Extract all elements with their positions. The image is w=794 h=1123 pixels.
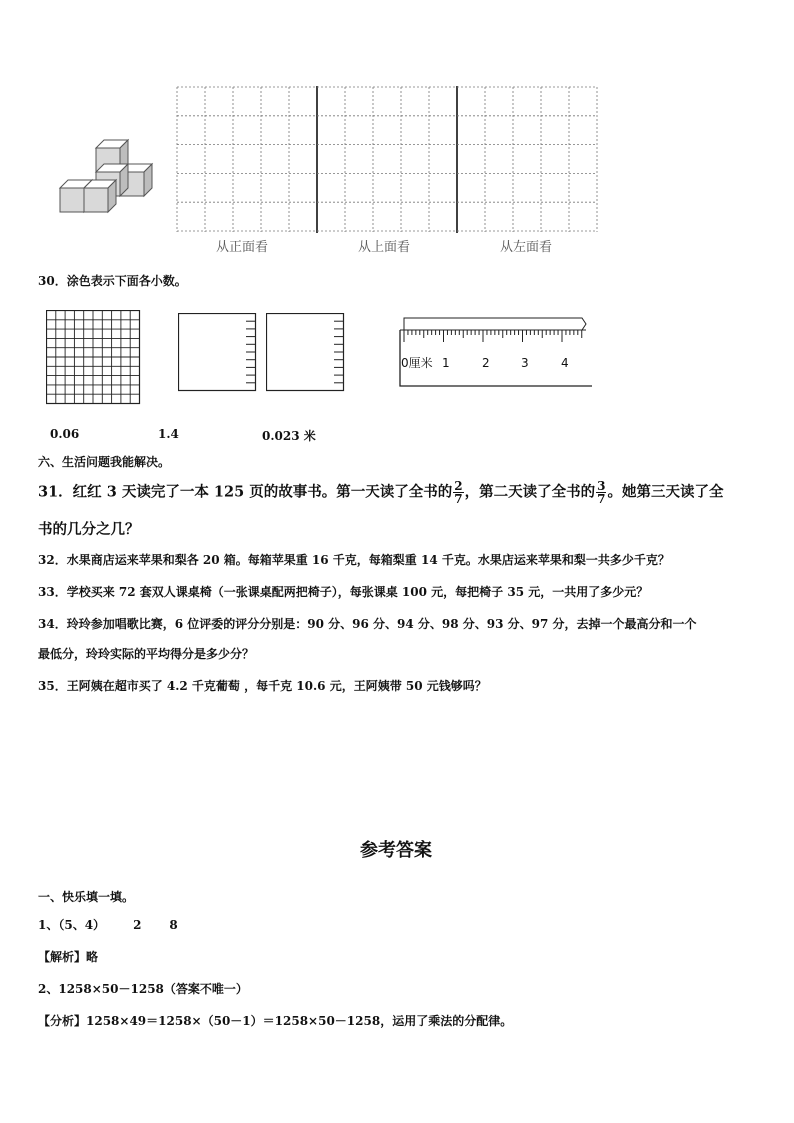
cube-figure — [56, 136, 166, 216]
cube-center-front — [84, 180, 116, 212]
answer-1-number: 1、 — [38, 918, 59, 932]
question-33: 33．学校买来 72 套双人课桌椅（一张课桌配两把椅子），每张课桌 100 元，每把椅子 35 元，一共用了多少元？ — [38, 585, 649, 599]
question-30-number: 30． — [38, 274, 67, 288]
ruler-tick-2: 2 — [482, 356, 490, 370]
answer-1 — [38, 916, 178, 933]
question-31-line2: 书的几分之几？ — [38, 521, 140, 538]
tenths-square-2 — [266, 313, 346, 393]
answer-1-value-2: 2 — [133, 918, 142, 932]
question-34-line1: 34．玲玲参加唱歌比赛，6 位评委的评分分别是：90 分、96 分、94 分、98 分、93 分、97 分，去掉一个最高分和一个 — [38, 617, 697, 631]
fraction-2-7 — [453, 480, 463, 505]
answer-1-value-3: 8 — [169, 918, 178, 932]
fraction-numerator: 3 — [597, 479, 606, 493]
front-view-label: 从正面看 — [216, 240, 269, 255]
ruler-tick-1: 1 — [442, 356, 450, 370]
answer-2-note: 【分析】1258×49＝1258×（50－1）＝1258×50－1258，运用了乘法的分配律。 — [38, 1014, 513, 1028]
top-view-label: 从上面看 — [358, 240, 411, 255]
left-view-label: 从左面看 — [500, 240, 553, 255]
tenths-square-1 — [178, 313, 258, 393]
answer-1-note: 【解析】略 — [38, 950, 99, 964]
answers-section-1: 一、快乐填一填。 — [38, 890, 135, 904]
answer-1-value-1: （5、4） — [58, 918, 106, 932]
answers-title: 参考答案 — [360, 840, 432, 861]
question-31-part1: 31．红红 3 天读完了一本 125 页的故事书。第一天读了全书的 — [38, 483, 453, 501]
hundred-grid — [46, 310, 142, 406]
question-35: 35．王阿姨在超市买了 4.2 千克葡萄 ，每千克 10.6 元，王阿姨带 50 元钱够吗？ — [38, 679, 487, 693]
ruler-tick-3: 3 — [521, 356, 529, 370]
question-30 — [38, 272, 187, 289]
question-34-line2: 最低分，玲玲实际的平均得分是多少分？ — [38, 647, 255, 661]
question-31-part3: 。她第三天读了全 — [607, 483, 724, 501]
question-30-text: 涂色表示下面各小数。 — [66, 274, 187, 288]
fraction-3-7 — [596, 480, 606, 505]
decimal-label-3: 0.023 米 — [262, 429, 316, 443]
question-31 — [38, 480, 723, 505]
fraction-denominator: 7 — [454, 492, 463, 506]
decimal-label-2: 1.4 — [158, 427, 179, 441]
answer-2: 2、1258×50－1258（答案不唯一） — [38, 982, 248, 996]
fraction-denominator: 7 — [597, 492, 606, 506]
section-6-heading: 六、生活问题我能解决。 — [38, 455, 171, 469]
ruler-unit-label: 0厘米 — [401, 356, 433, 370]
decimal-label-1: 0.06 — [50, 427, 80, 441]
fraction-numerator: 2 — [454, 479, 463, 493]
ruler — [396, 312, 596, 392]
question-32: 32．水果商店运来苹果和梨各 20 箱。每箱苹果重 16 千克，每箱梨重 14 千克。水果店运来苹果和梨一共多少千克？ — [38, 553, 670, 567]
question-31-part2: ，第二天读了全书的 — [464, 483, 596, 501]
ruler-tick-4: 4 — [561, 356, 569, 370]
view-grid — [176, 86, 600, 234]
